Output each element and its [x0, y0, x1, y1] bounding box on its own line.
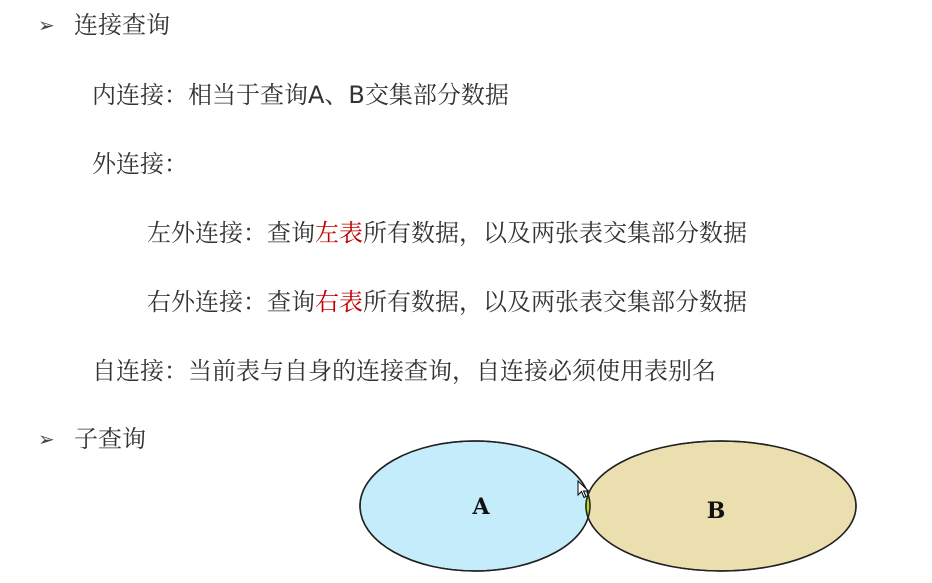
left-outer-join-line — [147, 217, 747, 249]
venn-label-b: B — [706, 498, 726, 524]
bullet-arrow-icon: ➢ — [38, 13, 55, 37]
section-title-join-query: 连接查询 — [74, 11, 170, 39]
bullet-arrow-icon: ➢ — [38, 427, 55, 451]
right-table-highlight: 右表 — [315, 288, 363, 316]
inner-join-line: 内连接：相当于查询A、B交集部分数据 — [92, 81, 509, 109]
right-outer-prefix: 右外连接：查询 — [147, 288, 315, 316]
outer-join-line: 外连接： — [92, 150, 188, 178]
left-table-highlight: 左表 — [315, 219, 363, 247]
self-join-line: 自连接：当前表与自身的连接查询，自连接必须使用表别名 — [92, 357, 716, 385]
venn-label-a: A — [472, 494, 490, 520]
left-outer-suffix: 所有数据，以及两张表交集部分数据 — [363, 219, 747, 247]
section-title-subquery: 子查询 — [74, 425, 146, 453]
left-outer-prefix: 左外连接：查询 — [147, 219, 315, 247]
right-outer-join-line — [147, 286, 747, 318]
venn-diagram — [355, 436, 862, 576]
mouse-cursor-icon — [577, 480, 591, 500]
right-outer-suffix: 所有数据，以及两张表交集部分数据 — [363, 288, 747, 316]
